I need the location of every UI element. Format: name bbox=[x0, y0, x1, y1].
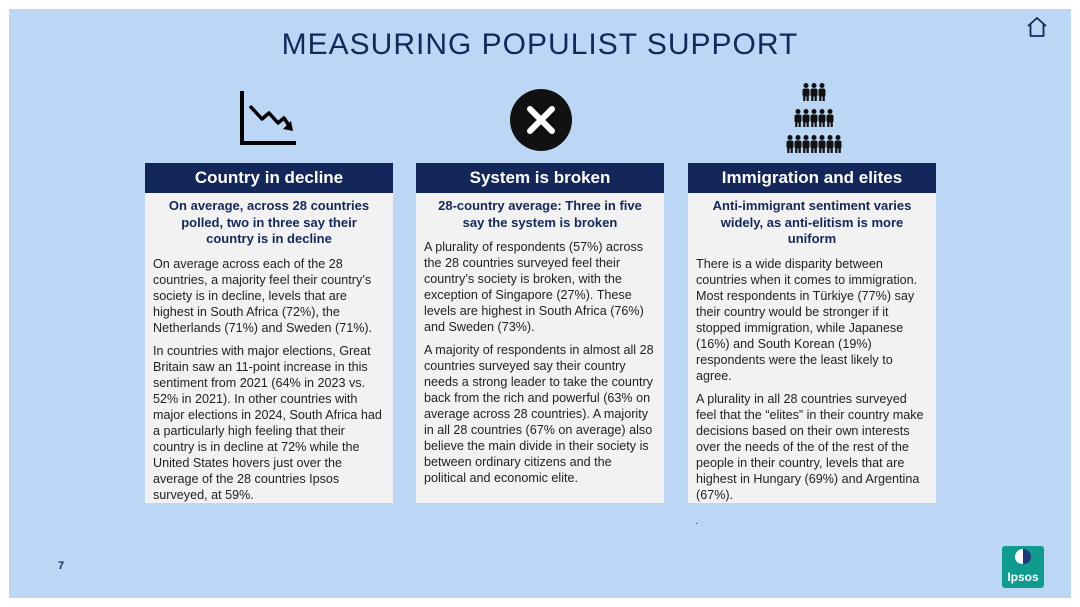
close-circle-icon bbox=[509, 88, 573, 152]
column-immigration-and-elites bbox=[688, 163, 936, 503]
column-paragraph: A plurality in all 28 countries surveyed feel that the “elites” in their country make decisions based on their own interests over the needs of the of the rest of the people in their country, levels that are highest in Hungary (69%) and Argentina (67%). bbox=[696, 391, 924, 502]
column-subtitle: Anti-immigrant sentiment varies widely, as anti-elitism is more uniform bbox=[712, 198, 912, 246]
column-system-is-broken bbox=[416, 163, 664, 503]
column-paragraph: There is a wide disparity between countries when it comes to immigration. Most respondents in Türkiye (77%) say their country would be stronger if it stopped immigration, while Japanese (16%) and South Korean (19%) respondents were the least likely to agree. bbox=[696, 256, 918, 383]
stray-mark: . bbox=[695, 513, 699, 527]
column-body bbox=[145, 193, 393, 503]
column-country-in-decline bbox=[145, 163, 393, 503]
declining-chart-icon bbox=[238, 89, 300, 147]
column-subtitle: 28-country average: Three in five say the system is broken bbox=[438, 198, 642, 230]
column-body bbox=[416, 193, 664, 503]
column-subtitle: On average, across 28 countries polled, two in three say their country is in decline bbox=[168, 198, 370, 246]
column-paragraph: A majority of respondents in almost all 28 countries surveyed say their country needs a strong leader to take the country back from the rich and powerful (63% on average across 28 countries). A majority in all 28 countries (67% on average) also believe the main divide in their society is between ordinary citizens and the political and economic elite. bbox=[424, 343, 654, 485]
logo-text: Ipsos bbox=[1007, 570, 1039, 584]
slide-title: MEASURING POPULIST SUPPORT bbox=[281, 28, 799, 61]
column-paragraph: In countries with major elections, Great Britain saw an 11-point increase in this sentiment from 2021 (64% in 2023 vs. 52% in 2021). In other countries with major elections in 2024, South Africa had a particularly high feeling that their country is in decline at 72% while the United States hovers just over the average of the 28 countries Ipsos surveyed, at 59%. bbox=[153, 343, 382, 502]
column-paragraph: On average across each of the 28 countries, a majority feel their country’s society is in decline, levels that are highest in South Africa (72%), the Netherlands (71%) and Sweden (71%). bbox=[153, 256, 373, 335]
page-number: 7 bbox=[58, 560, 65, 572]
slide bbox=[9, 9, 1071, 598]
ipsos-logo bbox=[1002, 546, 1044, 588]
column-header: Immigration and elites bbox=[688, 163, 936, 193]
column-paragraph: A plurality of respondents (57%) across the 28 countries surveyed feel their country’s society is broken, with the exception of Singapore (27%). These levels are highest in South Africa (76%) and Sweden (73%). bbox=[424, 240, 644, 334]
logo-mark-icon bbox=[1013, 548, 1033, 570]
column-header: Country in decline bbox=[145, 163, 393, 193]
people-pyramid-icon bbox=[781, 81, 847, 159]
column-header: System is broken bbox=[416, 163, 664, 193]
column-body bbox=[688, 193, 936, 503]
